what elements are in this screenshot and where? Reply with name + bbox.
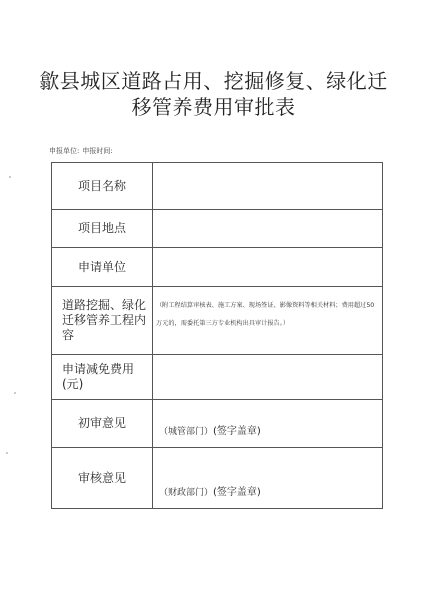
fee-reduction-label: 申请减免费用(元) bbox=[52, 355, 153, 400]
table-row bbox=[52, 355, 383, 400]
sign-seal-text: (签字盖章) bbox=[213, 487, 261, 498]
table-row bbox=[52, 448, 383, 509]
project-location-label: 项目地点 bbox=[52, 210, 153, 248]
applicant-label: 申报单位: bbox=[49, 147, 80, 155]
scan-speck bbox=[9, 176, 11, 178]
final-review-signature bbox=[159, 483, 261, 498]
table-row bbox=[52, 400, 383, 448]
project-content-label: 道路挖掘、绿化迁移管养工程内容 bbox=[52, 287, 153, 355]
scan-speck bbox=[14, 392, 16, 394]
project-location-field[interactable] bbox=[153, 210, 383, 248]
table-row bbox=[52, 163, 383, 210]
final-review-field[interactable] bbox=[153, 448, 383, 509]
table-row bbox=[52, 210, 383, 248]
fee-reduction-field[interactable] bbox=[153, 355, 383, 400]
approval-form-table bbox=[51, 162, 383, 509]
initial-review-field[interactable] bbox=[153, 400, 383, 448]
applicant-unit-field[interactable] bbox=[153, 248, 383, 287]
project-name-label: 项目名称 bbox=[52, 163, 153, 210]
initial-review-signature bbox=[159, 422, 261, 437]
attachment-note: （附工程结算审核表、施工方案、现场签证、影像资料等相关材料；费用超过50万元的，需委托第三方专业机构出具审计报告。） bbox=[156, 302, 375, 327]
scan-speck bbox=[6, 452, 8, 454]
project-content-field[interactable] bbox=[153, 287, 383, 355]
sign-seal-text: (签字盖章) bbox=[213, 426, 261, 437]
time-label: 申报时间: bbox=[82, 147, 113, 155]
table-row bbox=[52, 287, 383, 355]
document-title-line-1: 歙县城区道路占用、挖掘修复、绿化迁 bbox=[39, 69, 388, 93]
urban-management-dept: （城管部门） bbox=[159, 427, 214, 437]
final-review-label: 审核意见 bbox=[52, 448, 153, 509]
finance-dept: （财政部门） bbox=[159, 488, 214, 498]
project-name-field[interactable] bbox=[153, 163, 383, 210]
table-row bbox=[52, 248, 383, 287]
initial-review-label: 初审意见 bbox=[52, 400, 153, 448]
document-title-line-2: 移管养费用审批表 bbox=[131, 95, 296, 119]
applicant-info bbox=[49, 146, 116, 156]
applicant-unit-label: 申请单位 bbox=[52, 248, 153, 287]
